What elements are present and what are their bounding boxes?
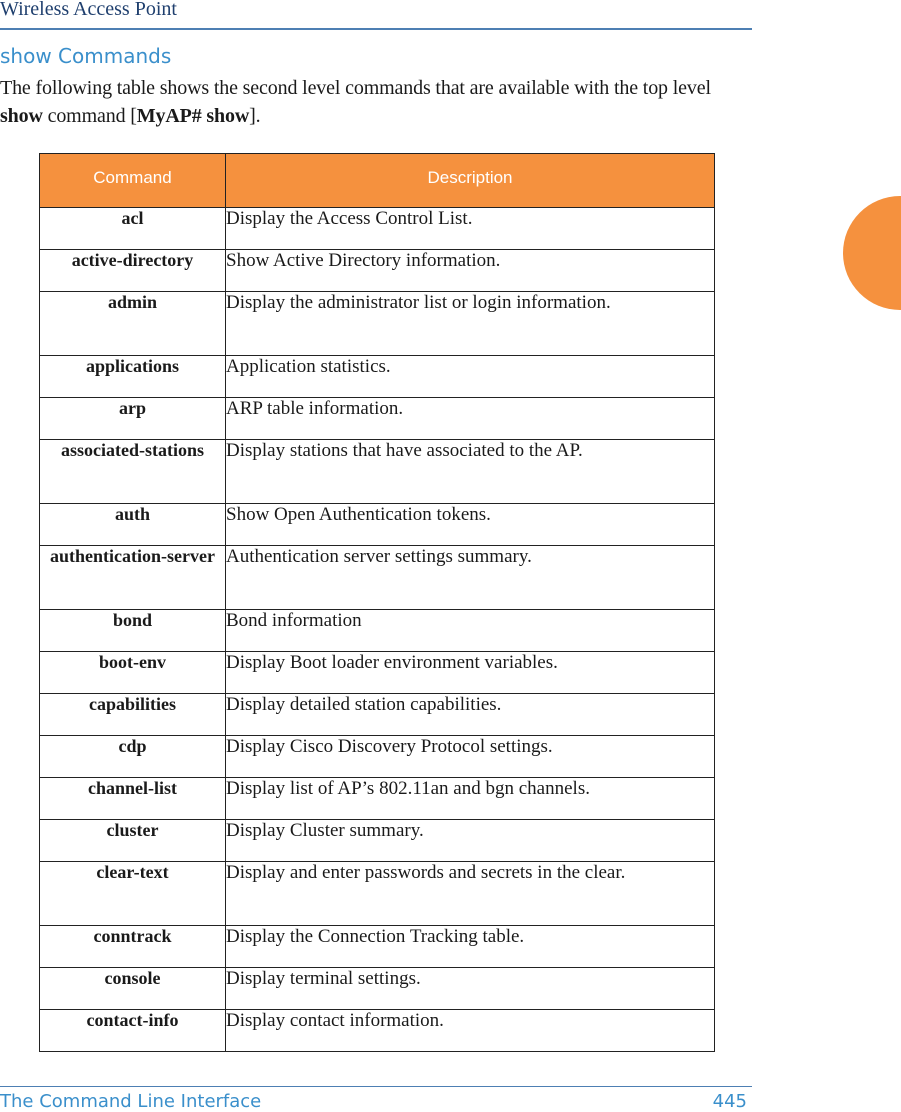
table-row [40, 778, 715, 820]
description-cell: Display terminal settings. [226, 968, 715, 1010]
command-cell: boot-env [40, 652, 226, 694]
command-cell: active-directory [40, 250, 226, 292]
table-row [40, 1010, 715, 1052]
command-cell: cluster [40, 820, 226, 862]
description-cell: Show Active Directory information. [226, 250, 715, 292]
command-table [39, 153, 715, 1052]
command-cell: arp [40, 398, 226, 440]
header-rule [0, 28, 752, 30]
running-header: Wireless Access Point [0, 0, 177, 20]
description-cell: Display detailed station capabilities. [226, 694, 715, 736]
chapter-tab-marker [843, 196, 901, 310]
table-row [40, 926, 715, 968]
command-cell: capabilities [40, 694, 226, 736]
command-cell: acl [40, 208, 226, 250]
intro-show-keyword: show [0, 105, 43, 127]
description-cell: Display the administrator list or login information. [226, 292, 715, 356]
section-title: show Commands [0, 44, 172, 68]
table-row [40, 862, 715, 926]
column-header-command: Command [40, 154, 226, 208]
command-cell: associated-stations [40, 440, 226, 504]
description-cell: Show Open Authentication tokens. [226, 504, 715, 546]
command-cell: admin [40, 292, 226, 356]
description-cell: Display Boot loader environment variables. [226, 652, 715, 694]
description-cell: Display Cisco Discovery Protocol settings. [226, 736, 715, 778]
command-cell: cdp [40, 736, 226, 778]
command-cell: clear-text [40, 862, 226, 926]
command-cell: conntrack [40, 926, 226, 968]
command-cell: console [40, 968, 226, 1010]
description-cell: ARP table information. [226, 398, 715, 440]
table-row [40, 504, 715, 546]
table-row [40, 736, 715, 778]
intro-text-1: The following table shows the second level commands that are available with the top level [0, 77, 711, 99]
column-header-description: Description [226, 154, 715, 208]
command-cell: auth [40, 504, 226, 546]
table-row [40, 820, 715, 862]
page-number: 445 [712, 1091, 747, 1112]
intro-paragraph [0, 74, 755, 130]
description-cell: Display contact information. [226, 1010, 715, 1052]
table-row [40, 652, 715, 694]
description-cell: Authentication server settings summary. [226, 546, 715, 610]
table-row [40, 694, 715, 736]
description-cell: Bond information [226, 610, 715, 652]
footer-chapter-title: The Command Line Interface [0, 1091, 262, 1112]
table-row [40, 968, 715, 1010]
description-cell: Display the Access Control List. [226, 208, 715, 250]
command-cell: bond [40, 610, 226, 652]
description-cell: Display and enter passwords and secrets in the clear. [226, 862, 715, 926]
table-row [40, 292, 715, 356]
description-cell: Application statistics. [226, 356, 715, 398]
intro-text-2: command [ [42, 105, 137, 127]
table-header-row [40, 154, 715, 208]
table-row [40, 250, 715, 292]
description-cell: Display Cluster summary. [226, 820, 715, 862]
description-cell: Display list of AP’s 802.11an and bgn channels. [226, 778, 715, 820]
command-cell: channel-list [40, 778, 226, 820]
command-cell: authentication-server [40, 546, 226, 610]
description-cell: Display stations that have associated to the AP. [226, 440, 715, 504]
table-row [40, 356, 715, 398]
command-cell: applications [40, 356, 226, 398]
table-row [40, 440, 715, 504]
table-row [40, 610, 715, 652]
table-row [40, 546, 715, 610]
description-cell: Display the Connection Tracking table. [226, 926, 715, 968]
command-cell: contact-info [40, 1010, 226, 1052]
table-row [40, 208, 715, 250]
intro-text-3: ]. [249, 105, 261, 127]
footer-rule [0, 1086, 752, 1087]
table-row [40, 398, 715, 440]
intro-prompt: MyAP# show [136, 105, 250, 127]
